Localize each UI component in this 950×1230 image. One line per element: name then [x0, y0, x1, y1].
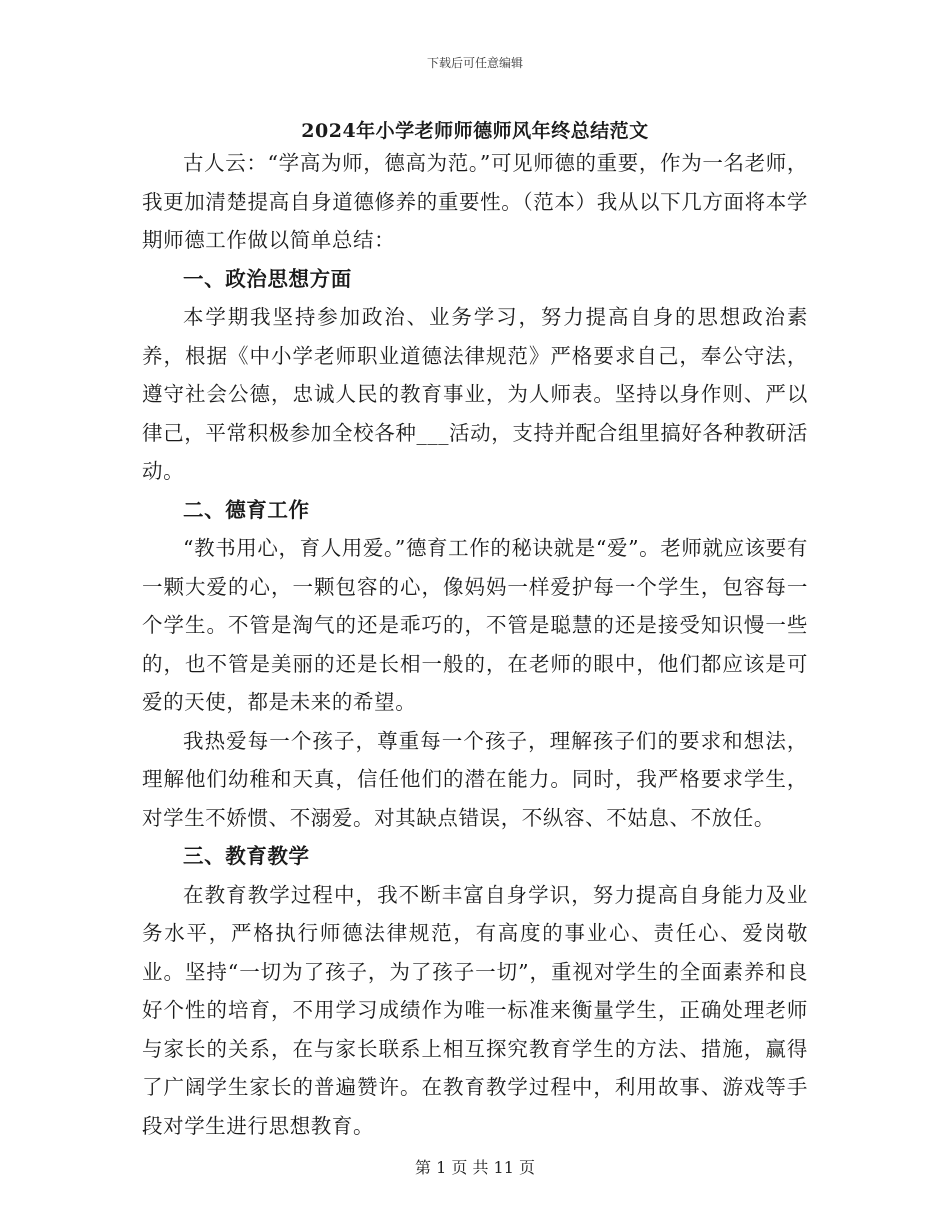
document-body	[142, 144, 808, 1145]
section-paragraph: 在教育教学过程中，我不断丰富自身学识，努力提高自身能力及业务水平，严格执行师德法律规范，有高度的事业心、责任心、爱岗敬业。坚持“一切为了孩子，为了孩子一切”，重视对学生的全面素养和良好个性的培育，不用学习成绩作为唯一标准来衡量学生，正确处理老师与家长的关系，在与家长联系上相互探究教育学生的方法、措施，赢得了广阔学生家长的普遍赞许。在教育教学过程中，利用故事、游戏等手段对学生进行思想教育。	[142, 882, 808, 1138]
document-title: 2024年小学老师师德师风年终总结范文	[301, 120, 649, 142]
header-note: 下载后可任意编辑	[426, 56, 523, 70]
section-paragraph: “教书用心，育人用爱。”德育工作的秘诀就是“爱”。老师就应该要有一颗大爱的心，一颗包容的心，像妈妈一样爱护每一个学生，包容每一个学生。不管是淘气的还是乖巧的，不管是聪慧的还是接受知识慢一些的，也不管是美丽的还是长相一般的，在老师的眼中，他们都应该是可爱的天使，都是未来的希望。	[142, 536, 808, 714]
section-paragraph: 本学期我坚持参加政治、业务学习，努力提高自身的思想政治素养，根据《中小学老师职业道德法律规范》严格要求自己，奉公守法，遵守社会公德，忠诚人民的教育事业，为人师表。坚持以身作则、严以律己，平常积极参加全校各种___活动，支持并配合组里搞好各种教研活动。	[142, 305, 808, 483]
page-number: 第 1 页 共 11 页	[415, 1158, 535, 1177]
section-paragraph: 我热爱每一个孩子，尊重每一个孩子，理解孩子们的要求和想法，理解他们幼稚和天真，信任他们的潜在能力。同时，我严格要求学生，对学生不娇惯、不溺爱。对其缺点错误，不纵容、不姑息、不放任。	[142, 728, 808, 830]
section-heading-politics: 一、政治思想方面	[183, 266, 352, 291]
intro-paragraph: 古人云：“学高为师，德高为范。”可见师德的重要，作为一名老师，我更加清楚提高自身道德修养的重要性。（范本）我从以下几方面将本学期师德工作做以简单总结：	[142, 151, 808, 252]
section-heading-teaching: 三、教育教学	[183, 844, 310, 868]
section-heading-moral-education: 二、德育工作	[183, 497, 310, 522]
